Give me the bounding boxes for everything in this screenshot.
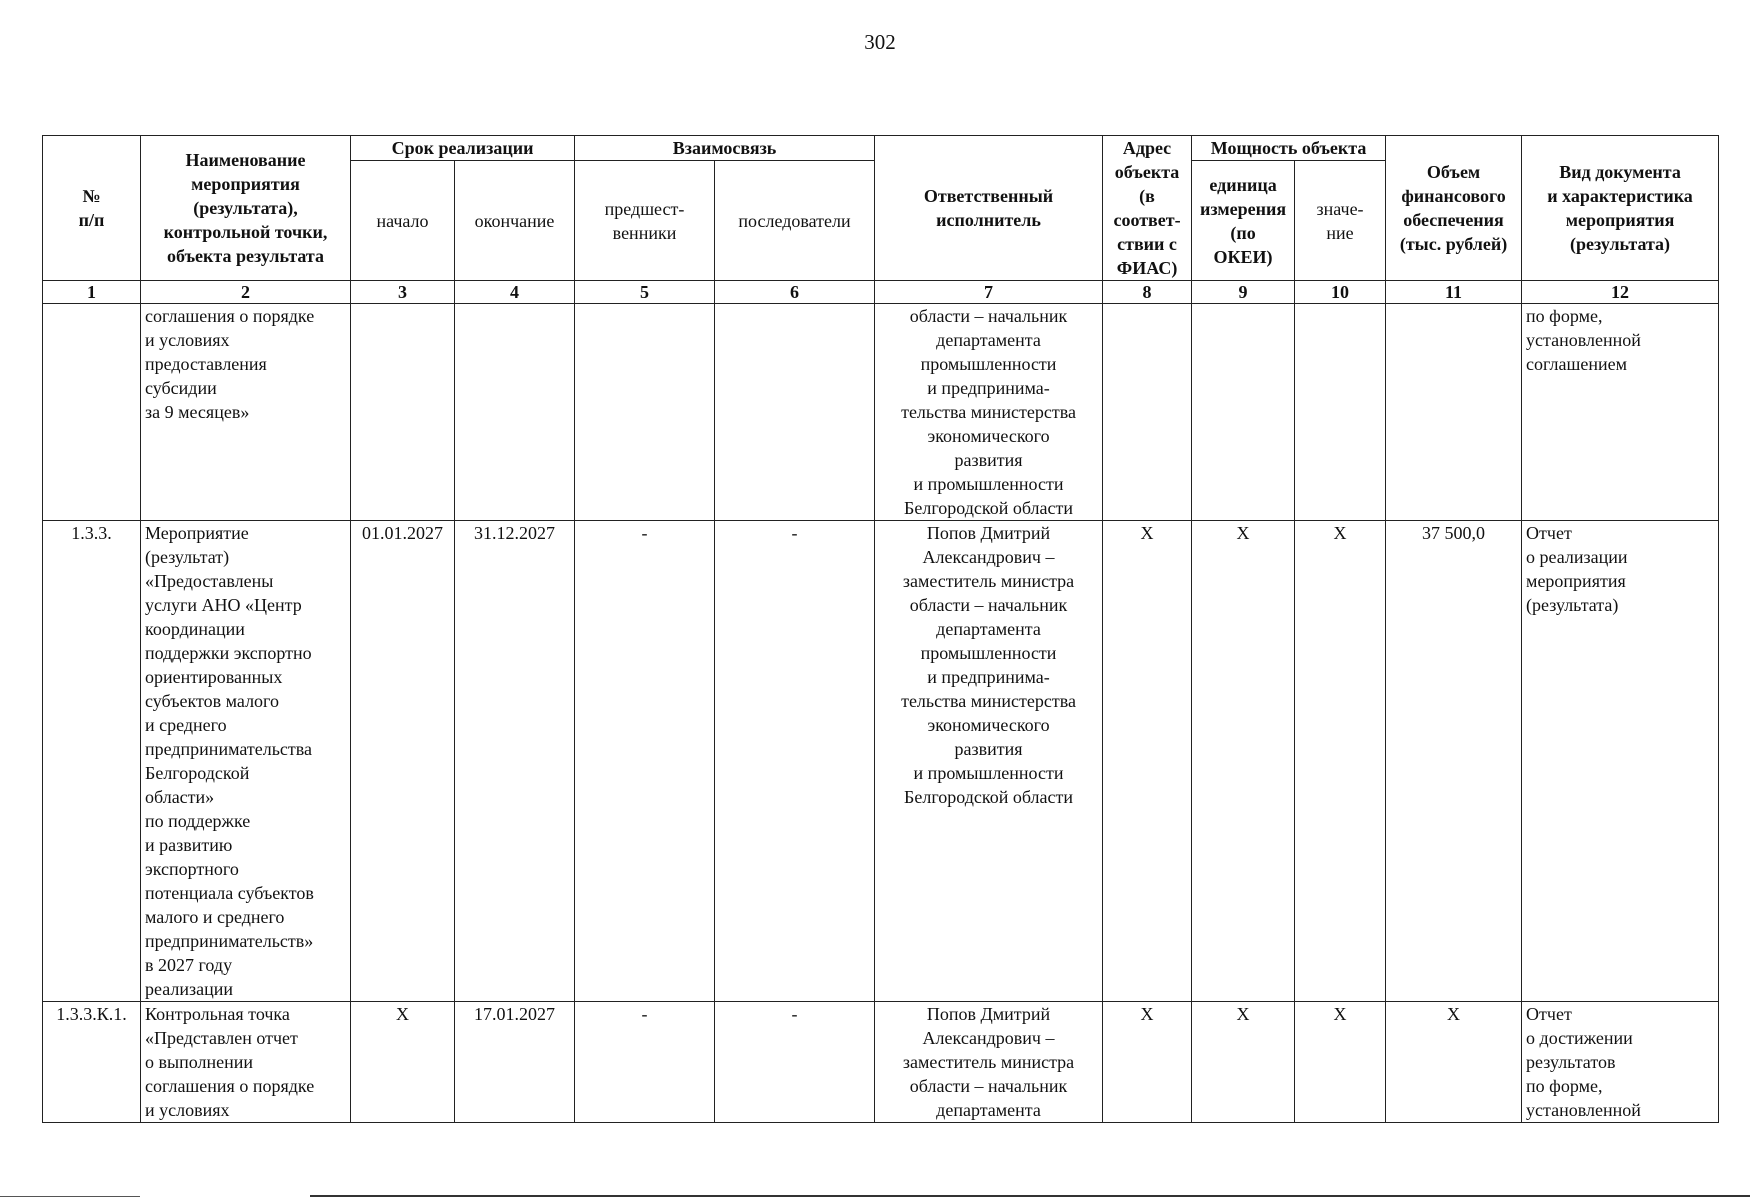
col-number: 3 [351, 281, 455, 304]
header-pred: предшест- венники [575, 161, 715, 281]
row-otv: области – начальник департамента промышленности и предпринима- тельства министерства экономического развития и промышленности Белгородской области [875, 304, 1103, 521]
row-posl: - [715, 521, 875, 1002]
col-number: 2 [141, 281, 351, 304]
col-number: 1 [43, 281, 141, 304]
row-end: 31.12.2027 [455, 521, 575, 1002]
row-vid: Отчет о достижении результатов по форме, установленной [1522, 1002, 1719, 1123]
row-posl: - [715, 1002, 875, 1123]
row-unit: X [1192, 1002, 1295, 1123]
row-adres: X [1103, 1002, 1192, 1123]
header-srok: Срок реализации [351, 136, 575, 161]
row-vid: по форме, установленной соглашением [1522, 304, 1719, 521]
events-table [42, 135, 1719, 1123]
row-pred: - [575, 1002, 715, 1123]
row-value: X [1295, 1002, 1386, 1123]
row-adres [1103, 304, 1192, 521]
row-value [1295, 304, 1386, 521]
row-start [351, 304, 455, 521]
row-obem [1386, 304, 1522, 521]
header-vid: Вид документа и характеристика мероприятия (результата) [1522, 136, 1719, 281]
col-number: 10 [1295, 281, 1386, 304]
row-value: X [1295, 521, 1386, 1002]
row-name: Контрольная точка «Представлен отчет о выполнении соглашения о порядке и условиях [141, 1002, 351, 1123]
row-end [455, 304, 575, 521]
row-otv: Попов Дмитрий Александрович – заместитель министра области – начальник департамента промышленности и предпринима- тельства министерства экономического развития и промышленности Белгородской области [875, 521, 1103, 1002]
col-number: 11 [1386, 281, 1522, 304]
footer-line [310, 1195, 1750, 1197]
row-unit: X [1192, 521, 1295, 1002]
header-otv: Ответственный исполнитель [875, 136, 1103, 281]
row-name: соглашения о порядке и условиях предоставления субсидии за 9 месяцев» [141, 304, 351, 521]
row-num: 1.3.3.К.1. [43, 1002, 141, 1123]
row-adres: X [1103, 521, 1192, 1002]
header-name: Наименование мероприятия (результата), контрольной точки, объекта результата [141, 136, 351, 281]
header-start: начало [351, 161, 455, 281]
header-end: окончание [455, 161, 575, 281]
col-number: 8 [1103, 281, 1192, 304]
row-num [43, 304, 141, 521]
column-numbers-row [43, 281, 1719, 304]
footer-line-left [0, 1196, 140, 1197]
row-name: Мероприятие (результат) «Предоставлены услуги АНО «Центр координации поддержки экспортно ориентированных субъектов малого и среднего предпринимательства Белгородской области» по поддержке и развитию экспортного потенциала субъектов малого и среднего предпринимательств» в 2027 году реализации [141, 521, 351, 1002]
col-number: 5 [575, 281, 715, 304]
table-row [43, 1002, 1719, 1123]
row-unit [1192, 304, 1295, 521]
row-pred [575, 304, 715, 521]
row-pred: - [575, 521, 715, 1002]
row-start: X [351, 1002, 455, 1123]
table-row [43, 521, 1719, 1002]
header-row-1 [43, 136, 1719, 161]
header-vzaim: Взаимосвязь [575, 136, 875, 161]
col-number: 9 [1192, 281, 1295, 304]
header-obem: Объем финансового обеспечения (тыс. рублей) [1386, 136, 1522, 281]
header-value: значе- ние [1295, 161, 1386, 281]
page-number: 302 [864, 30, 896, 54]
row-otv: Попов Дмитрий Александрович – заместитель министра области – начальник департамента [875, 1002, 1103, 1123]
row-obem: 37 500,0 [1386, 521, 1522, 1002]
header-posl: последователи [715, 161, 875, 281]
table-row [43, 304, 1719, 521]
row-start: 01.01.2027 [351, 521, 455, 1002]
row-obem: X [1386, 1002, 1522, 1123]
header-unit: единица измерения (по ОКЕИ) [1192, 161, 1295, 281]
col-number: 6 [715, 281, 875, 304]
col-number: 7 [875, 281, 1103, 304]
header-num: № п/п [43, 136, 141, 281]
header-moshch: Мощность объекта [1192, 136, 1386, 161]
col-number: 12 [1522, 281, 1719, 304]
header-adres: Адрес объекта (в соответ- ствии с ФИАС) [1103, 136, 1192, 281]
row-num: 1.3.3. [43, 521, 141, 1002]
row-end: 17.01.2027 [455, 1002, 575, 1123]
row-vid: Отчет о реализации мероприятия (результата) [1522, 521, 1719, 1002]
col-number: 4 [455, 281, 575, 304]
row-posl [715, 304, 875, 521]
